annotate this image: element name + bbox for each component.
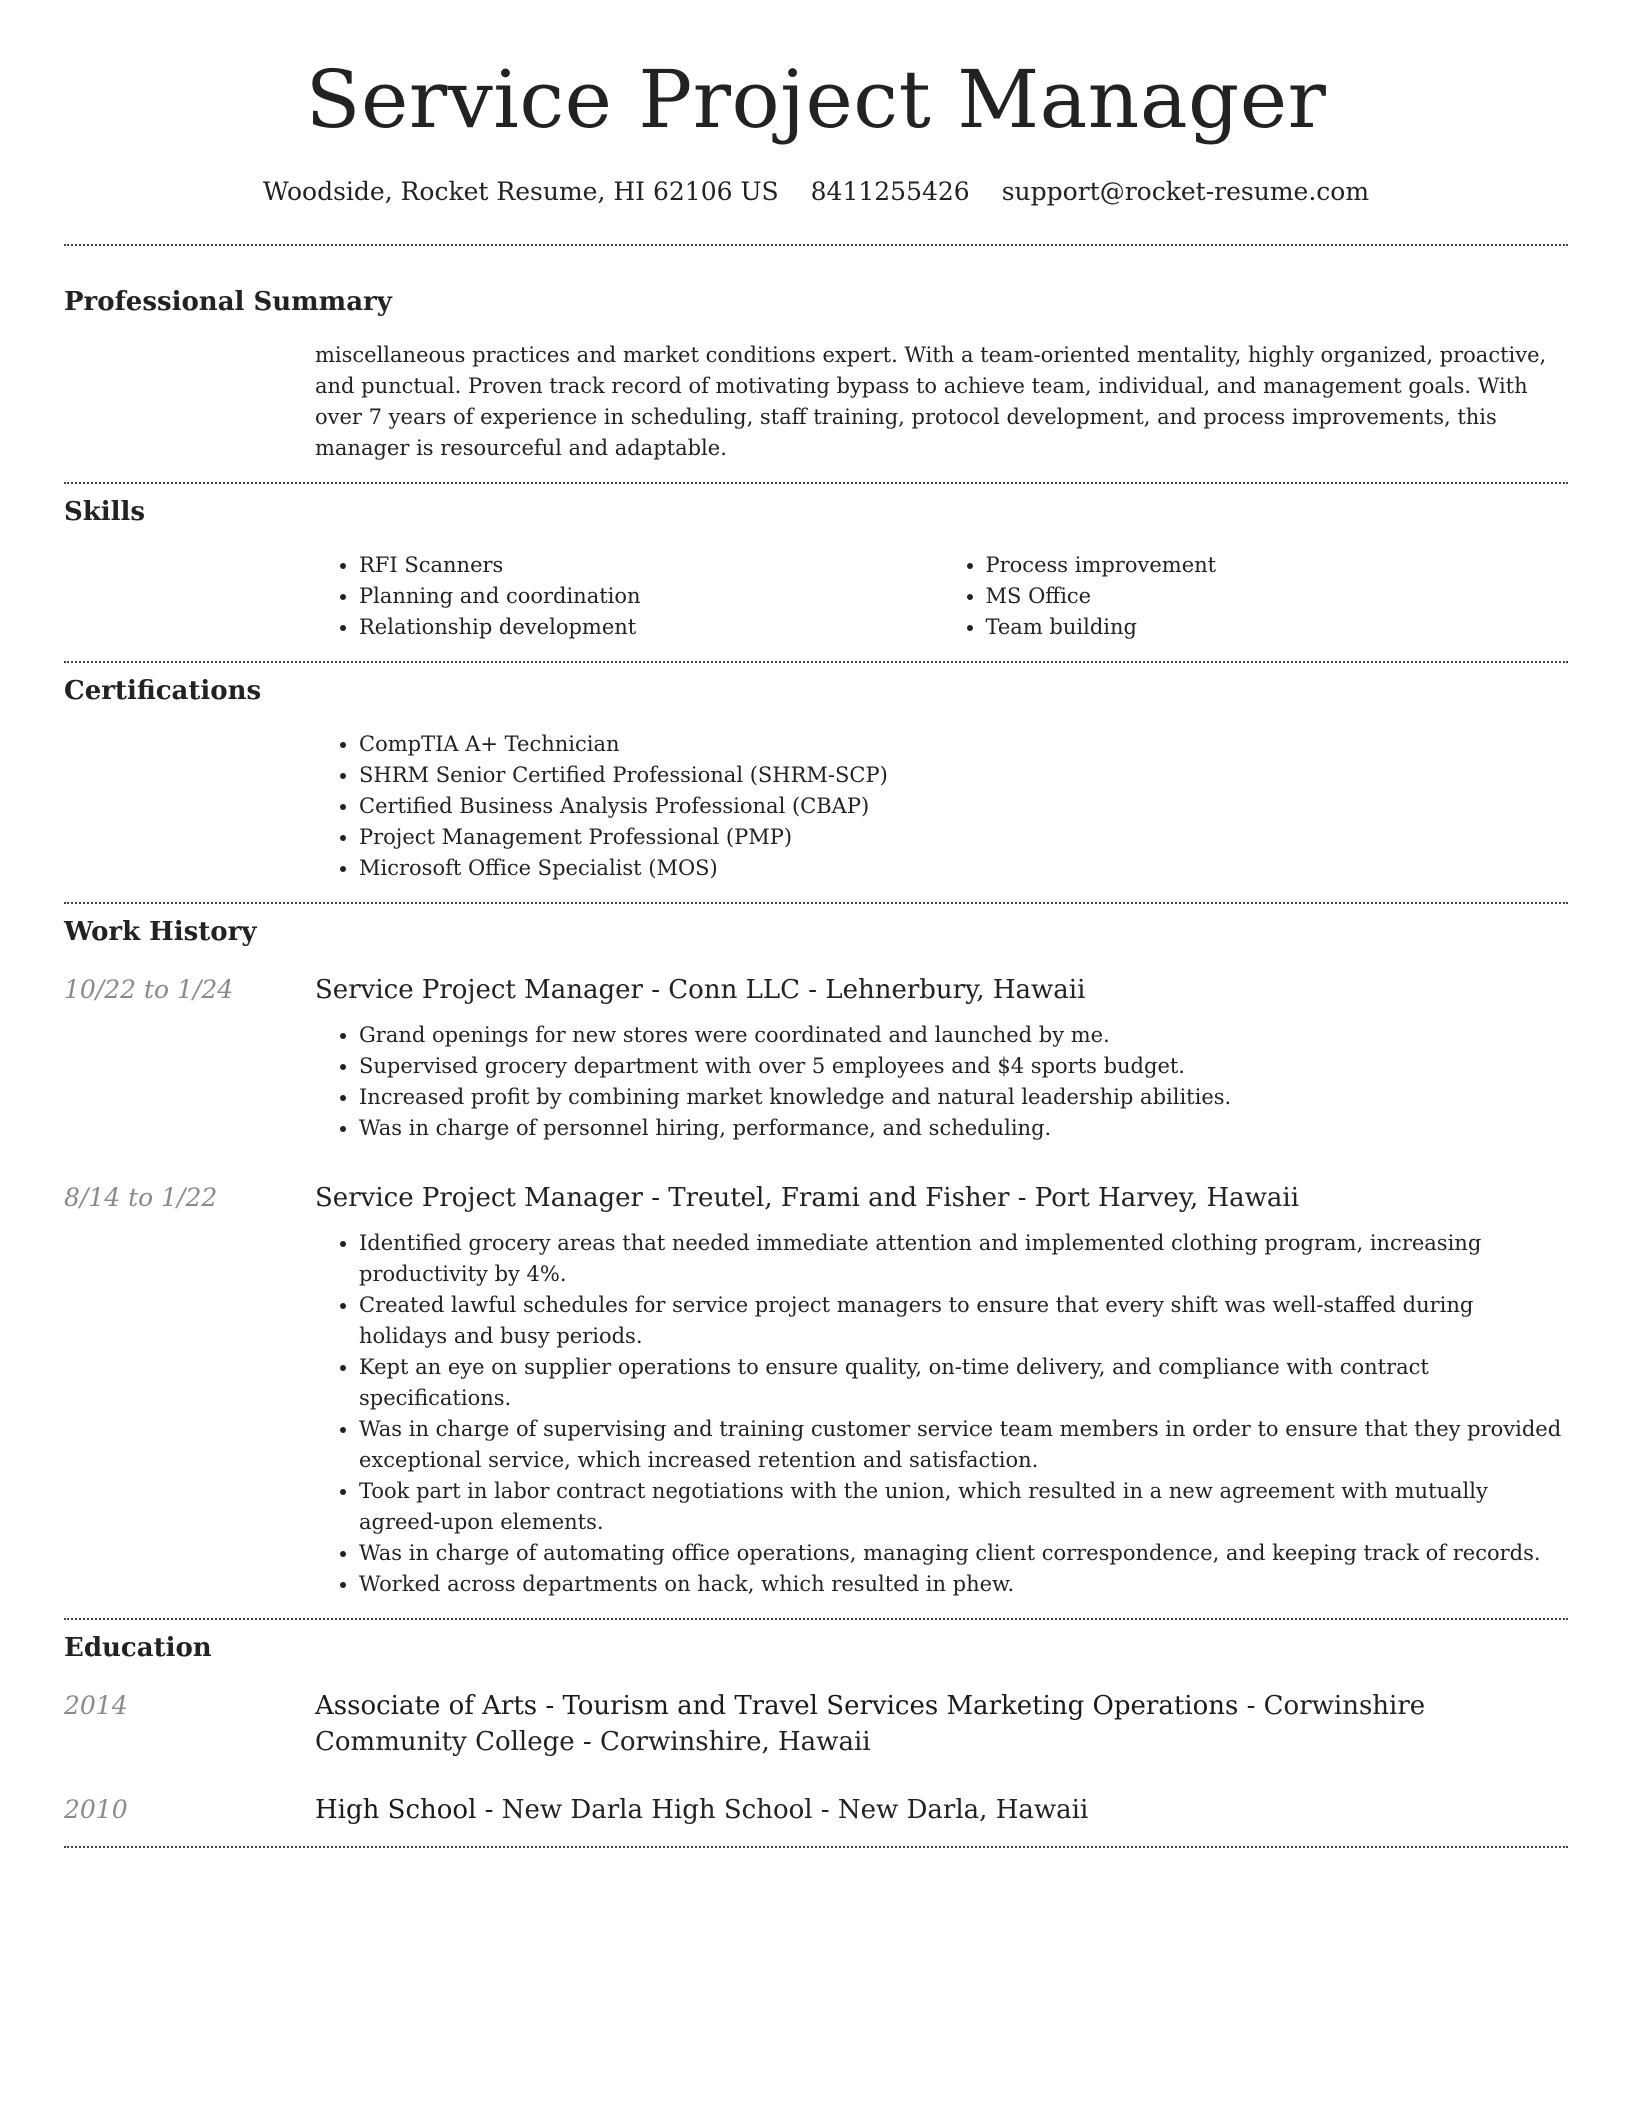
section-title-skills: Skills <box>64 497 146 527</box>
job-dates: 10/22 to 1/24 <box>64 975 234 1004</box>
job-bullets <box>315 1020 1568 1144</box>
education-year: 2014 <box>64 1691 128 1720</box>
job-bullet: • Took part in labor contract negotiations with the union, which resulted in a new agreement with mutually agreed-upon elements. <box>359 1476 1568 1538</box>
education-school: - New Darla High School - New Darla, Hawaii <box>476 1795 1089 1825</box>
education-year: 2010 <box>64 1795 128 1824</box>
certifications-list <box>315 729 1568 884</box>
resume-header <box>64 0 1568 208</box>
education-entry <box>64 1792 1568 1828</box>
education-entry <box>64 1688 1568 1760</box>
job-bullet: • Identified grocery areas that needed immediate attention and implemented clothing program, increasing productivity by 4%. <box>359 1228 1568 1290</box>
work-history-section <box>64 904 1568 1600</box>
job-bullet: • Was in charge of personnel hiring, performance, and scheduling. <box>359 1113 1568 1144</box>
skill-item: • Planning and coordination <box>359 581 942 612</box>
job-bullet: • Created lawful schedules for service project managers to ensure that every shift was well-staffed during holidays and busy periods. <box>359 1290 1568 1352</box>
skills-list-right <box>942 550 1569 643</box>
section-title-education: Education <box>64 1633 212 1663</box>
job-bullet: • Grand openings for new stores were coordinated and launched by me. <box>359 1020 1568 1051</box>
job-bullets <box>315 1228 1568 1600</box>
section-title-summary: Professional Summary <box>64 287 392 317</box>
section-title-work: Work History <box>64 917 257 947</box>
job-heading: Service Project Manager - Conn LLC - Lehnerbury, Hawaii <box>315 975 1086 1005</box>
education-school: - Corwinshire Community College - Corwinshire, Hawaii <box>315 1691 1426 1757</box>
certification-item: • SHRM Senior Certified Professional (SHRM-SCP) <box>359 760 1568 791</box>
contact-email: support@rocket-resume.com <box>1001 177 1370 206</box>
job-entry <box>64 972 1568 1144</box>
summary-text: miscellaneous practices and market conditions expert. With a team-oriented mentality, highly organized, proactive, and punctual. Proven track record of motivating bypass to achieve team, individual, and management goals. With over 7 years of experience in scheduling, staff training, protocol development, and process improvements, this manager is resourceful and adaptable. <box>315 343 1547 460</box>
skill-item: • Process improvement <box>986 550 1569 581</box>
job-bullet: • Worked across departments on hack, which resulted in phew. <box>359 1569 1568 1600</box>
skill-item: • RFI Scanners <box>359 550 942 581</box>
job-bullet: • Was in charge of automating office operations, managing client correspondence, and keeping track of records. <box>359 1538 1568 1569</box>
job-bullet: • Supervised grocery department with over 5 employees and $4 sports budget. <box>359 1051 1568 1082</box>
education-degree: Associate of Arts - Tourism and Travel Services Marketing Operations <box>315 1691 1239 1721</box>
job-entry <box>64 1180 1568 1600</box>
skills-section <box>64 484 1568 643</box>
summary-section <box>64 246 1568 464</box>
skill-item: • Team building <box>986 612 1569 643</box>
contact-line <box>64 176 1568 208</box>
certification-item: • Certified Business Analysis Professional (CBAP) <box>359 791 1568 822</box>
education-section <box>64 1620 1568 1828</box>
divider <box>64 1846 1568 1848</box>
skills-list-left <box>315 550 942 643</box>
certification-item: • Project Management Professional (PMP) <box>359 822 1568 853</box>
contact-address: Woodside, Rocket Resume, HI 62106 US <box>262 177 779 206</box>
certification-item: • Microsoft Office Specialist (MOS) <box>359 853 1568 884</box>
section-title-certifications: Certifications <box>64 676 262 706</box>
skill-item: • MS Office <box>986 581 1569 612</box>
candidate-name: Service Project Manager <box>305 53 1327 146</box>
job-bullet: • Was in charge of supervising and training customer service team members in order to ensure that they provided exceptional service, which increased retention and satisfaction. <box>359 1414 1568 1476</box>
resume-page <box>64 0 1568 1848</box>
certification-item: • CompTIA A+ Technician <box>359 729 1568 760</box>
contact-phone: 8411255426 <box>810 177 970 206</box>
job-bullet: • Increased profit by combining market knowledge and natural leadership abilities. <box>359 1082 1568 1113</box>
certifications-section <box>64 663 1568 884</box>
skill-item: • Relationship development <box>359 612 942 643</box>
job-heading: Service Project Manager - Treutel, Frami and Fisher - Port Harvey, Hawaii <box>315 1183 1300 1213</box>
job-bullet: • Kept an eye on supplier operations to ensure quality, on-time delivery, and compliance with contract specifications. <box>359 1352 1568 1414</box>
education-degree: High School <box>315 1795 477 1825</box>
job-dates: 8/14 to 1/22 <box>64 1183 218 1212</box>
